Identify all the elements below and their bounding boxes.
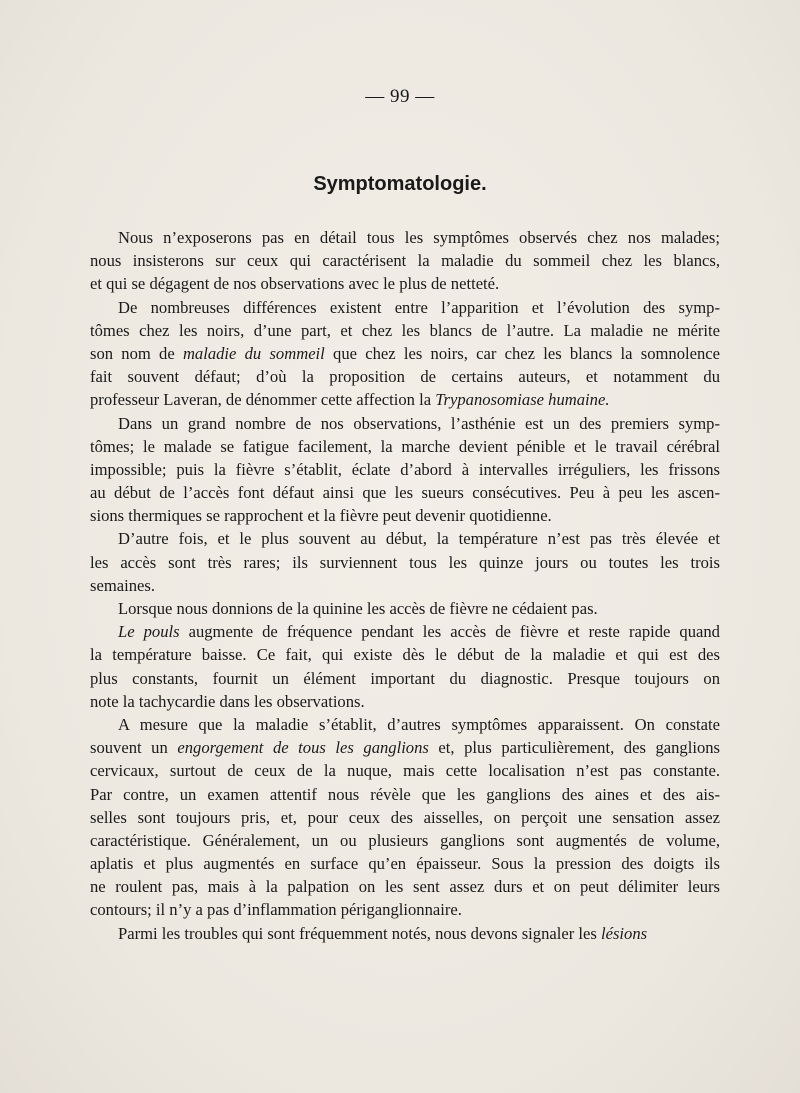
text-segment: Lorsque nous donnions de la quinine les accès de fièvre ne cédaient pas. [118, 599, 598, 618]
text-line [90, 527, 720, 550]
text-segment: la température baisse. Ce fait, qui existe dès le début de la maladie et qui est des [90, 645, 720, 665]
text-segment: cervicaux, surtout de ceux de la nuque, mais cette localisation n’est pas constante. [90, 761, 720, 781]
text-segment: note la tachycardie dans les observations. [90, 691, 365, 711]
text-segment: son nom de [90, 343, 183, 363]
text-line [90, 551, 720, 574]
text-segment: Parmi les troubles qui sont fréquemment notés, nous devons signaler les [118, 923, 601, 943]
text-segment: sions thermiques se rapprochent et la fièvre peut devenir quotidienne. [90, 506, 552, 526]
page-number: — 99 — [365, 86, 435, 107]
text-line [90, 620, 720, 643]
text-segment: les accès sont très rares; ils surviennent tous les quinze jours ou toutes les trois [90, 552, 720, 572]
body-text [90, 226, 720, 945]
italic-text: engorgement de tous les ganglions [177, 738, 429, 758]
text-line [90, 875, 720, 898]
text-line [90, 226, 720, 249]
text-line [90, 574, 720, 597]
text-line [90, 296, 720, 319]
text-segment: souvent un [90, 738, 178, 758]
text-line [90, 388, 720, 411]
text-line [90, 783, 720, 806]
text-line [90, 412, 720, 435]
text-segment: Par contre, un examen attentif nous révèle que les ganglions des aines et des ais- [90, 784, 720, 804]
text-segment: impossible; puis la fièvre s’établit, éclate d’abord à intervalles irréguliers, les frissons [90, 459, 720, 479]
text-line [90, 458, 720, 481]
text-line [90, 829, 720, 852]
text-line [90, 898, 720, 921]
text-line [90, 249, 720, 272]
text-line [90, 922, 720, 945]
text-segment: ne roulent pas, mais à la palpation on les sent assez durs et on peut délimiter leurs [90, 877, 720, 897]
italic-text: maladie du sommeil [182, 343, 325, 363]
text-line [90, 713, 720, 736]
text-line [90, 736, 720, 759]
text-segment: professeur Laveran, de dénommer cette affection la [90, 390, 436, 410]
text-segment: semaines. [90, 575, 155, 595]
text-line [90, 667, 720, 690]
text-line [90, 504, 720, 527]
text-segment: et qui se dégagent de nos observations avec le plus de netteté. [90, 274, 500, 294]
text-segment: augmente de fréquence pendant les accès de fièvre et reste rapide quand [179, 622, 720, 642]
text-line [90, 435, 720, 458]
text-line [90, 272, 720, 295]
text-segment: Nous n’exposerons pas en détail tous les symptômes observés chez nos malades; [118, 228, 720, 247]
italic-text: lésions [601, 923, 648, 943]
text-segment: au début de l’accès font défaut ainsi que les sueurs consécutives. Peu à peu les ascen- [90, 483, 720, 503]
text-line [90, 342, 720, 365]
text-line [90, 759, 720, 782]
text-line [90, 806, 720, 829]
text-segment: D’autre fois, et le plus souvent au début, la température n’est pas très élevée et [118, 529, 720, 549]
italic-text: Trypanosomiase humaine. [435, 390, 610, 410]
text-line [90, 852, 720, 875]
text-segment: et, plus particulièrement, des ganglions [428, 738, 720, 758]
text-segment: nous insisterons sur ceux qui caractérisent la maladie du sommeil chez les blancs, [90, 251, 720, 271]
text-segment: selles sont toujours pris, et, pour ceux des aisselles, on perçoit une sensation assez [90, 807, 720, 827]
text-segment: tômes chez les noirs, d’une part, et chez les blancs de l’autre. La maladie ne mérite [90, 320, 720, 340]
section-title: Symptomatologie. [313, 173, 487, 195]
text-segment: aplatis et plus augmentés en surface qu’en épaisseur. Sous la pression des doigts ils [90, 854, 720, 874]
italic-text: Le pouls [118, 622, 180, 642]
text-segment: A mesure que la maladie s’établit, d’autres symptômes apparaissent. On constate [118, 714, 720, 734]
text-line [90, 643, 720, 666]
text-segment: Dans un grand nombre de nos observations, l’asthénie est un des premiers symp- [118, 413, 720, 433]
text-line [90, 319, 720, 342]
text-segment: caractéristique. Généralement, un ou plusieurs ganglions sont augmentés de volume, [90, 830, 720, 850]
text-segment: De nombreuses différences existent entre l’apparition et l’évolution des symp- [118, 297, 720, 317]
text-segment: tômes; le malade se fatigue facilement, la marche devient pénible et le travail cérébral [90, 436, 720, 456]
text-line [90, 690, 720, 713]
text-line [90, 365, 720, 388]
text-segment: fait souvent défaut; d’où la proposition de certains auteurs, et notamment du [90, 367, 720, 387]
text-segment: que chez les noirs, car chez les blancs la somnolence [324, 343, 720, 363]
text-line [90, 597, 720, 620]
text-segment: contours; il n’y a pas d’inflammation périganglionnaire. [90, 900, 462, 920]
text-line [90, 481, 720, 504]
text-segment: plus constants, fournit un élément important du diagnostic. Presque toujours on [90, 668, 720, 688]
